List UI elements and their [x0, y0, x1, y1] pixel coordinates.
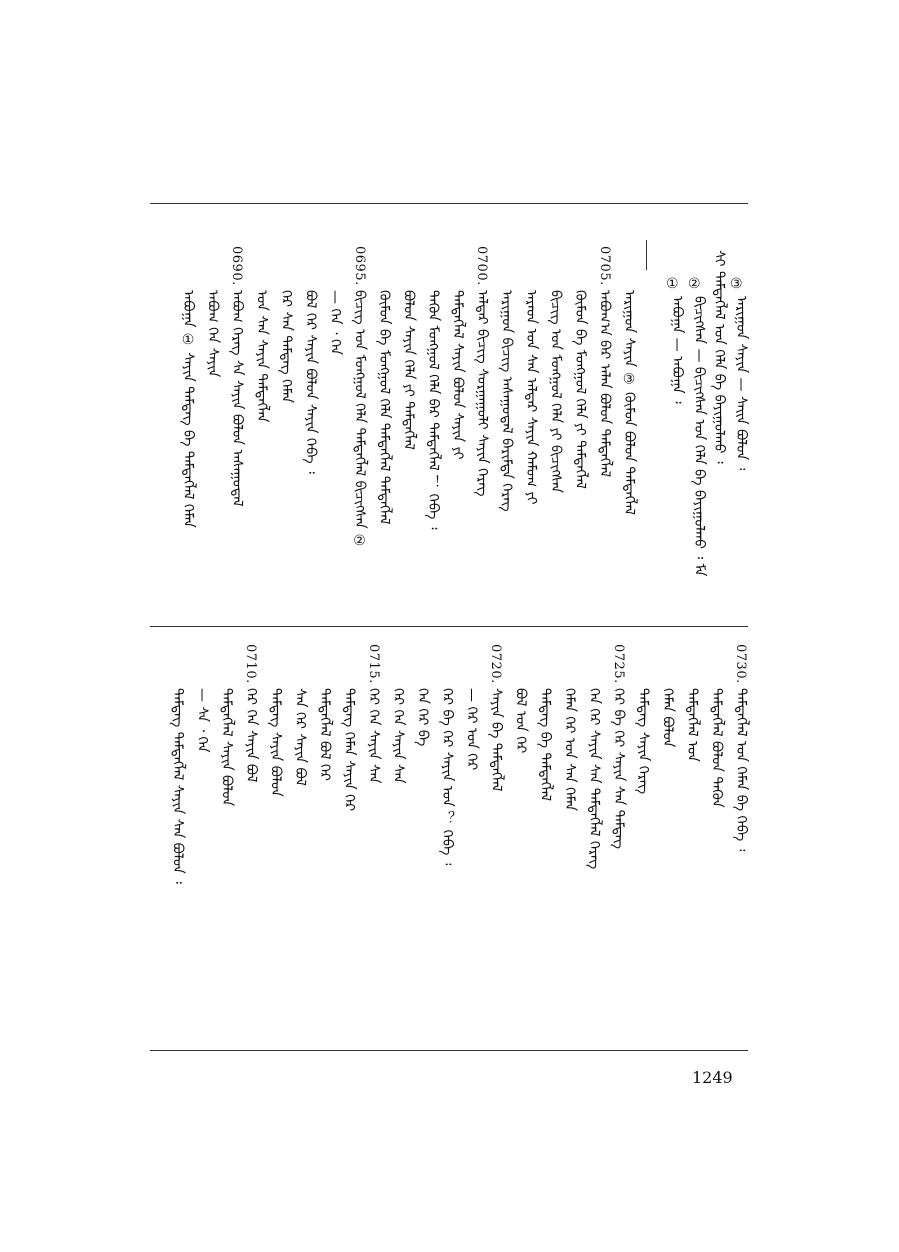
text-line: ᠬᠡᠨ ᠬᠡᠷ ᠪᠡ — [414, 688, 431, 747]
text-line: ᠤᠨ ᠰᠠᠨ ᠰᠠᠶᠢᠨ ᠲᠡᠮᠳᠡᠭᠯᠡᠨ — [253, 290, 270, 423]
footnote-marker: ② — [688, 276, 701, 292]
text-line: ᠬᠦᠮᠦᠨ ᠪᠡ ᠮᠣᠩᠭᠣᠯ ᠬᠡᠯᠡ ᠲᠡᠮᠳᠡᠭᠯᠡᠯ ᠲᠡᠮᠳᠡᠭᠯᠡᠯ — [376, 290, 392, 525]
text-line: ᠬᠡᠷ ᠬᠡᠨ ᠰᠠᠶᠢᠨ ᠰᠠᠨ — [365, 688, 382, 784]
line-number: 0715. — [365, 644, 381, 684]
line-number: 0725. — [610, 644, 626, 684]
text-line: ᠲᠡᠮᠳᠡᠭᠯᠡᠯ ᠰᠠᠶᠢᠨ ᠪᠣᠯᠤᠨ — [218, 688, 235, 807]
line-number: 0705. — [596, 246, 612, 286]
text-line: ᠰᠠᠨ ᠬᠡᠷ ᠰᠠᠶᠢᠨ ᠪᠣᠯ — [292, 688, 308, 786]
text-line: ᠪᠣᠯ ᠬᠡᠷ ᠰᠠᠶᠢᠨ ᠪᠣᠯᠤᠨ ᠰᠠᠶᠢᠨ ᠭᠡᠪᠡ ᠄ — [302, 290, 319, 474]
text-line: ᠲᠡᠭᠦᠨ ᠮᠣᠩᠭᠣᠯ ᠬᠡᠯᠡ ᠪᠡᠷ ᠲᠡᠮᠳᠡᠭᠯᠡᠯ ！ ᠭᠡᠪᠡ ᠄ — [425, 290, 441, 530]
footnote-text: ᠰᠢ ᠲᠡᠮᠳᠡᠭᠯᠡᠯ ᠤᠨ ᠬᠡᠯᠡ ᠪᠡ ᠪᠠᠶᠢᠭᠤᠯᠬᠤ ᠄ — [711, 250, 727, 464]
footnote-text: ᠪᠢᠴᠢᠭᠰᠡᠨ — ᠪᠢᠴᠢᠭᠰᠡᠨ ᠤᠨ ᠬᠡᠯᠡ ᠪᠡ ᠪᠠᠶᠢᠭᠤᠯᠬᠤ ᠄ ᠮᠡ — [691, 296, 707, 577]
text-line: ᠲᠡᠮᠳᠡᠭᠯᠡᠯ ᠤᠨ — [684, 688, 700, 762]
footnote-marker: ① — [666, 276, 679, 292]
text-line: — ᠬᠡᠨ ᠂ ᠬᠡᠨ — [327, 290, 343, 355]
text-line: ᠬᠡᠷ ᠪᠡ ᠬᠡᠷ ᠰᠠᠶᠢᠨ ᠰᠠᠨ ᠲᠡᠮᠳᠡᠭ — [610, 688, 627, 849]
footnote-marker: ③ — [730, 276, 743, 292]
text-line: ᠲᠡᠮᠳᠡᠭ ᠰᠠᠶᠢᠨ ᠪᠣᠯᠤᠨ — [267, 688, 284, 797]
page-number: 1249 — [692, 1068, 733, 1087]
text-line: ᠲᠡᠮᠳᠡᠭᠯᠡᠯ ᠪᠣᠯᠤᠨ ᠲᠡᠭᠦᠨ — [708, 688, 725, 808]
text-line: ᠲᠡᠮᠳᠡᠭᠯᠡᠯ ᠪᠣᠯ ᠬᠡᠷ — [316, 688, 333, 781]
text-line: ᠠᠪᠤᠭᠠ ① ᠰᠠᠶᠢᠨ ᠲᠡᠮᠳᠡᠭ ᠪᠡ ᠲᠡᠮᠳᠡᠭᠯᠡᠯ ᠬᠡᠮᠡᠨ — [180, 290, 196, 528]
line-number: 0720. — [488, 644, 503, 684]
line-number: 0730. — [733, 644, 748, 684]
middle-rule — [150, 626, 748, 627]
top-rule — [150, 203, 748, 204]
text-line: ᠬᠦᠮᠦᠨ ᠪᠡ ᠮᠣᠩᠭᠣᠯ ᠬᠡᠯᠡ ᠶᠢ ᠲᠡᠮᠳᠡᠭᠯᠡᠯ — [572, 290, 588, 489]
top-panel — [150, 210, 748, 620]
text-line: ᠬᠡᠨ ᠬᠡᠷ ᠰᠠᠶᠢᠨ ᠰᠠᠨ ᠲᠡᠮᠳᠡᠭᠯᠡᠯ ᠬᠡᠷᠡᠭ — [586, 688, 602, 870]
text-line: ᠪᠢᠴᠢᠭ ᠤᠨ ᠮᠣᠩᠭᠣᠯ ᠬᠡᠯᠡ ᠲᠡᠮᠳᠡᠭᠯᠡᠯ ᠪᠢᠴᠢᠭᠰᠡᠨ ② — [351, 290, 368, 550]
text-line: ᠲᠡᠮᠳᠡᠭᠯᠡᠯ ᠤᠨ ᠬᠡᠮᠡᠨ ᠪᠠ ᠭᠡᠪᠡ ᠄ — [733, 688, 749, 852]
text-line: ᠲᠡᠮᠳᠡᠭ ᠬᠡᠮᠡᠨ ᠰᠠᠶᠢᠨ ᠬᠡᠷ — [341, 688, 357, 812]
text-line: ᠬᠡᠮᠡᠨ ᠬᠡᠷ ᠤᠨ ᠰᠠᠨ ᠬᠡᠮᠡᠨ — [561, 688, 578, 812]
text-line: ᠠᠷᠢᠭᠤᠨ ᠰᠠᠶᠢᠨ ③ ᠬᠦᠮᠦᠨ ᠪᠣᠯᠤᠨ ᠲᠡᠮᠳᠡᠭᠯᠡᠯ — [621, 290, 637, 515]
text-line: ᠠᠷᠢᠭᠤᠨ ᠪᠢᠴᠢᠭ ᠠᠰᠠᠭᠤᠳᠠᠯ ᠪᠠᠷᠢᠮᠲᠠ ᠬᠡᠷᠡᠭ — [498, 290, 515, 512]
bottom-panel — [150, 634, 748, 1044]
line-number: 0710. — [243, 644, 258, 684]
line-number: 0700. — [474, 246, 489, 286]
bottom-rule — [150, 1050, 748, 1051]
text-line: ᠭᠡᠷ ᠰᠠᠨ ᠲᠡᠮᠳᠡᠭ ᠬᠡᠮᠡᠨ — [278, 290, 294, 404]
footnote-text: ᠠᠪᠤᠭᠠ — ᠠᠪᠤᠭᠠ ᠄ — [669, 296, 685, 404]
text-line: ᠪᠣᠯ ᠤᠨ ᠬᠡᠷ — [512, 688, 529, 754]
text-line: ᠠᠪᠤᠭ᠎ᠠ ᠪᠠᠷ ᠠᠯᠠᠨ ᠪᠣᠯᠤᠨ ᠲᠡᠮᠳᠡᠭᠯᠡᠯ — [596, 290, 613, 478]
text-line: — ᠰᠡ ᠂ ᠬᠡᠨ — [194, 688, 210, 753]
text-line: ᠲᠡᠮᠳᠡᠭᠯᠡᠯ ᠰᠠᠶᠢᠨ ᠪᠣᠯᠤᠨ ᠰᠠᠶᠢᠨ ᠶᠢ — [449, 290, 466, 460]
text-line: ᠬᠡᠷ ᠪᠡ ᠬᠡᠷ ᠰᠠᠶᠢᠨ ᠤᠨ ？ ᠭᠡᠪᠡ ᠄ — [439, 688, 455, 866]
text-line: ᠰᠠᠶᠢᠨ ᠪᠡ ᠲᠡᠮᠳᠡᠭᠯᠡᠯ — [488, 688, 504, 792]
line-number: 0695. — [351, 246, 367, 286]
text-line: ᠠᠷᠠᠳ ᠤᠨ ᠰᠠᠨ ᠠᠯᠳᠠᠷ ᠰᠠᠶᠢᠨ ᠬᠠᠮᠤᠭ ᠶᠢ — [523, 290, 539, 505]
text-line: ᠬᠡᠷ ᠬᠡᠨ ᠰᠠᠶᠢᠨ ᠪᠣᠯ — [243, 688, 259, 783]
text-line: ᠲᠡᠮᠳᠡᠭ ᠲᠡᠮᠳᠡᠭᠯᠡᠯ ᠰᠠᠶᠢᠨ ᠰᠠᠨ ᠪᠣᠯᠤᠨ ᠄ — [169, 688, 186, 884]
text-line: ᠠᠪᠤᠭ ᠬᠡᠷᠡᠭ ᠰᠡ ᠰᠠᠶᠢᠨ ᠪᠣᠯᠤᠨ ᠠᠰᠠᠭᠤᠳᠠᠯ — [229, 290, 245, 507]
footnote-text: ᠠᠷᠢᠭᠤᠨ ᠰᠠᠶᠢᠨ — ᠰᠠᠢᠨ ᠪᠣᠯᠤᠨ ᠄ — [733, 296, 749, 471]
text-line: ᠬᠡᠷ ᠬᠡᠨ ᠰᠠᠶᠢᠨ ᠰᠠᠨ — [390, 688, 406, 784]
text-line: ᠪᠢᠴᠢᠭ ᠤᠨ ᠮᠣᠩᠭᠣᠯ ᠬᠡᠯᠡ ᠶᠢ ᠪᠢᠴᠢᠭᠰᠡᠨ — [547, 290, 564, 493]
text-line: ᠬᠡᠮᠡᠨ ᠪᠣᠯᠤᠨ — [659, 688, 676, 748]
line-number: 0690. — [229, 246, 244, 286]
text-line: ᠲᠡᠮᠳᠡᠭ ᠰᠠᠶᠢᠨ ᠬᠡᠷᠡᠭ — [635, 688, 651, 795]
text-line: — ᠬᠡᠷ ᠤᠨ ᠬᠡᠷ — [463, 688, 480, 771]
text-line: ᠠᠪᠤᠭ ᠬᠡᠨ ᠰᠠᠶᠢᠨ — [204, 290, 221, 378]
text-line: ᠲᠡᠮᠳᠡᠭ ᠪᠡ ᠲᠡᠮᠳᠡᠭᠯᠡᠯ — [537, 688, 553, 802]
text-line: ᠪᠣᠯᠤᠨ ᠰᠠᠶᠢᠨ ᠬᠡᠯᠡ ᠶᠢ ᠲᠡᠮᠳᠡᠭᠯᠡᠯ — [400, 290, 417, 450]
text-line: ᠠᠯᠳᠠᠷ ᠪᠢᠴᠢᠭ ᠰᠤᠷᠭᠠᠭᠤᠯᠢ ᠰᠠᠶᠢᠨ ᠬᠡᠷᠡᠭ — [474, 290, 490, 497]
